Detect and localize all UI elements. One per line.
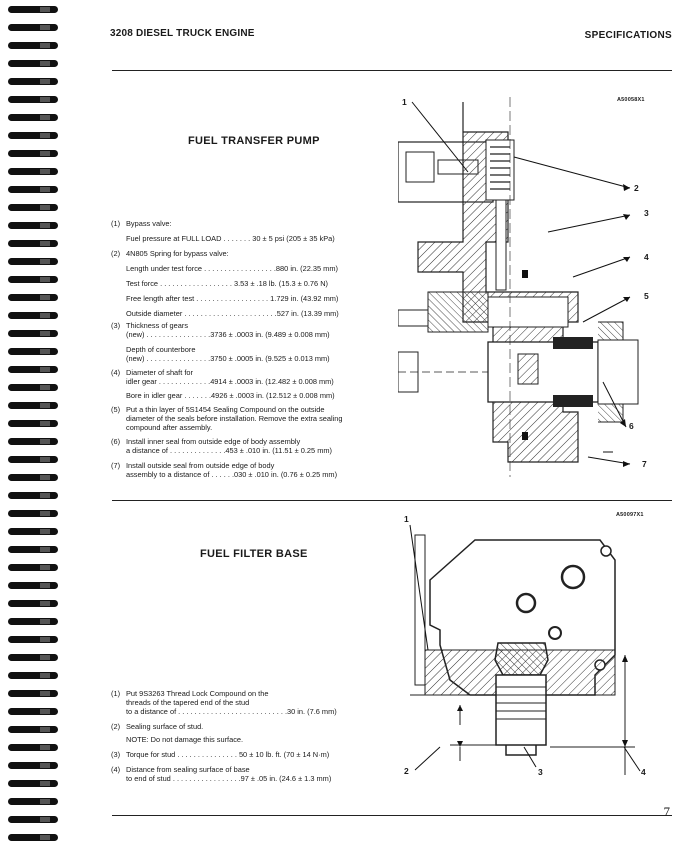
binding-hole bbox=[40, 241, 50, 246]
spec-text: NOTE: Do not damage this surface. bbox=[126, 735, 244, 744]
binding-coil bbox=[8, 492, 58, 499]
binding-hole bbox=[40, 565, 50, 570]
spec-text: (new) . . . . . . . . . . . . . . . .3736 ± .0003 in. (9.489 ± 0.008 mm) bbox=[126, 330, 330, 339]
filter-callout-4: 4 bbox=[641, 767, 646, 777]
fuel-transfer-pump-title: FUEL TRANSFER PUMP bbox=[188, 135, 320, 147]
spec-item bbox=[111, 689, 381, 716]
binding-hole bbox=[40, 439, 50, 444]
binding-hole bbox=[40, 655, 50, 660]
binding-coil bbox=[8, 114, 58, 121]
binding-coil bbox=[8, 222, 58, 229]
spec-number: (4) bbox=[111, 765, 121, 774]
binding-coil bbox=[8, 24, 58, 31]
binding-hole bbox=[40, 133, 50, 138]
binding-hole bbox=[40, 511, 50, 516]
binding-hole bbox=[40, 619, 50, 624]
spec-item bbox=[111, 461, 381, 479]
binding-coil bbox=[8, 744, 58, 751]
binding-coil bbox=[8, 564, 58, 571]
header-title: 3208 DIESEL TRUCK ENGINE bbox=[110, 28, 255, 39]
binding-coil bbox=[8, 60, 58, 67]
spec-item bbox=[111, 735, 381, 744]
binding-coil bbox=[8, 672, 58, 679]
spec-number: (7) bbox=[111, 461, 121, 470]
binding-hole bbox=[40, 817, 50, 822]
binding-hole bbox=[40, 835, 50, 840]
binding-coil bbox=[8, 240, 58, 247]
binding-coil bbox=[8, 168, 58, 175]
page-number: 7 bbox=[663, 804, 670, 819]
binding-coil bbox=[8, 132, 58, 139]
filter-callout-3: 3 bbox=[538, 767, 543, 777]
spec-text: 4N805 Spring for bypass valve: bbox=[126, 249, 229, 258]
binding-coil bbox=[8, 42, 58, 49]
spec-text: idler gear . . . . . . . . . . . . .4914 ± .0003 in. (12.482 ± 0.008 mm) bbox=[126, 377, 334, 386]
spec-text: Put a thin layer of 5S1454 Sealing Compound on the outside bbox=[126, 405, 325, 414]
callout-1: 1 bbox=[402, 97, 407, 107]
spec-number: (4) bbox=[111, 368, 121, 377]
binding-hole bbox=[40, 601, 50, 606]
binding-coil bbox=[8, 636, 58, 643]
spec-text: to a distance of . . . . . . . . . . . . . . . . . . . . . . . . . . .30 in. (7.6 mm) bbox=[126, 707, 337, 716]
spec-item bbox=[111, 765, 381, 783]
binding-coil bbox=[8, 78, 58, 85]
binding-coil bbox=[8, 6, 58, 13]
spec-item bbox=[111, 249, 381, 258]
binding-coil bbox=[8, 312, 58, 319]
binding-coil bbox=[8, 690, 58, 697]
binding-hole bbox=[40, 115, 50, 120]
binding-coil bbox=[8, 510, 58, 517]
binding-hole bbox=[40, 295, 50, 300]
binding-hole bbox=[40, 727, 50, 732]
spec-text: Outside diameter . . . . . . . . . . . . . . . . . . . . . . .527 in. (13.39 mm) bbox=[126, 309, 339, 318]
binding-coil bbox=[8, 276, 58, 283]
binding-coil bbox=[8, 96, 58, 103]
spec-item bbox=[111, 750, 381, 759]
binding-coil bbox=[8, 348, 58, 355]
spec-number: (2) bbox=[111, 722, 121, 731]
spec-number: (3) bbox=[111, 750, 121, 759]
spec-text: Test force . . . . . . . . . . . . . . . . . . 3.53 ± .18 lb. (15.3 ± 0.76 N) bbox=[126, 279, 328, 288]
filter-callout-2: 2 bbox=[404, 766, 409, 776]
spec-item bbox=[111, 264, 381, 273]
binding-hole bbox=[40, 637, 50, 642]
binding-coil bbox=[8, 762, 58, 769]
callout-7: 7 bbox=[642, 459, 647, 469]
binding-coil bbox=[8, 708, 58, 715]
binding-hole bbox=[40, 691, 50, 696]
spec-text: assembly to a distance of . . . . . .030 ± .010 in. (0.76 ± 0.25 mm) bbox=[126, 470, 338, 479]
spec-text: Put 9S3263 Thread Lock Compound on the bbox=[126, 689, 269, 698]
spec-number: (1) bbox=[111, 689, 121, 698]
spec-text: (new) . . . . . . . . . . . . . . . .3750 ± .0005 in. (9.525 ± 0.013 mm) bbox=[126, 354, 330, 363]
header-section: SPECIFICATIONS bbox=[584, 30, 672, 41]
fuel-filter-base-title: FUEL FILTER BASE bbox=[200, 548, 308, 560]
binding-hole bbox=[40, 583, 50, 588]
binding-coil bbox=[8, 798, 58, 805]
spec-item bbox=[111, 321, 381, 339]
binding-coil bbox=[8, 654, 58, 661]
figure-code: A50058X1 bbox=[617, 97, 645, 103]
binding-coil bbox=[8, 384, 58, 391]
spec-number: (1) bbox=[111, 219, 121, 228]
binding-coil bbox=[8, 816, 58, 823]
spec-text: a distance of . . . . . . . . . . . . . .453 ± .010 in. (11.51 ± 0.25 mm) bbox=[126, 446, 332, 455]
binding-hole bbox=[40, 187, 50, 192]
spec-text: Diameter of shaft for bbox=[126, 368, 193, 377]
section-divider bbox=[112, 500, 672, 501]
binding-coil bbox=[8, 618, 58, 625]
binding-coil bbox=[8, 834, 58, 841]
binding-hole bbox=[40, 97, 50, 102]
binding-coil bbox=[8, 456, 58, 463]
binding-hole bbox=[40, 61, 50, 66]
binding-hole bbox=[40, 493, 50, 498]
figure-code-2: A50097X1 bbox=[616, 512, 644, 518]
binding-hole bbox=[40, 745, 50, 750]
callout-3: 3 bbox=[644, 208, 649, 218]
spec-text: Free length after test . . . . . . . . . . . . . . . . . . 1.729 in. (43.92 mm) bbox=[126, 294, 339, 303]
binding-hole bbox=[40, 529, 50, 534]
spec-item bbox=[111, 219, 381, 228]
spec-item bbox=[111, 405, 381, 432]
spec-item bbox=[111, 722, 381, 731]
binding-hole bbox=[40, 169, 50, 174]
spec-text: Distance from sealing surface of base bbox=[126, 765, 250, 774]
binding-hole bbox=[40, 205, 50, 210]
spec-text: Install inner seal from outside edge of body assembly bbox=[126, 437, 301, 446]
spec-number: (2) bbox=[111, 249, 121, 258]
binding-hole bbox=[40, 421, 50, 426]
binding-coil bbox=[8, 330, 58, 337]
binding-hole bbox=[40, 331, 50, 336]
binding-hole bbox=[40, 7, 50, 12]
spec-text: Fuel pressure at FULL LOAD . . . . . . . 30 ± 5 psi (205 ± 35 kPa) bbox=[126, 234, 335, 243]
spec-item bbox=[111, 368, 381, 386]
binding-hole bbox=[40, 457, 50, 462]
binding-hole bbox=[40, 277, 50, 282]
binding-hole bbox=[40, 547, 50, 552]
binding-coil bbox=[8, 546, 58, 553]
spec-number: (6) bbox=[111, 437, 121, 446]
binding-coil bbox=[8, 366, 58, 373]
binding-hole bbox=[40, 313, 50, 318]
binding-hole bbox=[40, 367, 50, 372]
spec-item bbox=[111, 309, 381, 318]
spec-item bbox=[111, 391, 381, 400]
binding-coil bbox=[8, 780, 58, 787]
spec-number: (3) bbox=[111, 321, 121, 330]
binding-hole bbox=[40, 385, 50, 390]
binding-hole bbox=[40, 223, 50, 228]
callout-6: 6 bbox=[629, 421, 634, 431]
spec-item bbox=[111, 437, 381, 455]
binding-coil bbox=[8, 150, 58, 157]
binding-hole bbox=[40, 799, 50, 804]
binding-coil bbox=[8, 294, 58, 301]
binding-hole bbox=[40, 475, 50, 480]
binding-coil bbox=[8, 204, 58, 211]
binding-hole bbox=[40, 43, 50, 48]
callout-2: 2 bbox=[634, 183, 639, 193]
spec-item bbox=[111, 279, 381, 288]
binding-coil bbox=[8, 528, 58, 535]
spec-text: diameter of the seals before installation. Remove the extra sealing bbox=[126, 414, 343, 423]
footer-rule bbox=[112, 815, 672, 816]
binding-coil bbox=[8, 438, 58, 445]
spec-text: Depth of counterbore bbox=[126, 345, 196, 354]
spiral-binding bbox=[0, 0, 70, 854]
spec-item bbox=[111, 234, 381, 243]
binding-coil bbox=[8, 186, 58, 193]
spec-text: to end of stud . . . . . . . . . . . . . . . . .97 ± .05 in. (24.6 ± 1.3 mm) bbox=[126, 774, 332, 783]
binding-hole bbox=[40, 709, 50, 714]
binding-coil bbox=[8, 726, 58, 733]
binding-hole bbox=[40, 763, 50, 768]
spec-item bbox=[111, 294, 381, 303]
binding-coil bbox=[8, 402, 58, 409]
spec-text: Length under test force . . . . . . . . . . . . . . . . . .880 in. (22.35 mm) bbox=[126, 264, 338, 273]
binding-coil bbox=[8, 420, 58, 427]
spec-text: Torque for stud . . . . . . . . . . . . . . . 50 ± 10 lb. ft. (70 ± 14 N·m) bbox=[126, 750, 330, 759]
spec-text: threads of the tapered end of the stud bbox=[126, 698, 250, 707]
spec-text: Bore in idler gear . . . . . . .4926 ± .0003 in. (12.512 ± 0.008 mm) bbox=[126, 391, 335, 400]
spec-item bbox=[111, 345, 381, 363]
binding-coil bbox=[8, 474, 58, 481]
binding-hole bbox=[40, 403, 50, 408]
spec-number: (5) bbox=[111, 405, 121, 414]
binding-coil bbox=[8, 258, 58, 265]
binding-hole bbox=[40, 781, 50, 786]
fuel-filter-base-diagram bbox=[400, 515, 665, 785]
spec-text: Bypass valve: bbox=[126, 219, 172, 228]
spec-text: compound after assembly. bbox=[126, 423, 213, 432]
binding-coil bbox=[8, 582, 58, 589]
binding-coil bbox=[8, 600, 58, 607]
header-rule bbox=[112, 70, 672, 71]
callout-4: 4 bbox=[644, 252, 649, 262]
spec-text: Install outside seal from outside edge of body bbox=[126, 461, 275, 470]
spec-text: Thickness of gears bbox=[126, 321, 189, 330]
spec-text: Sealing surface of stud. bbox=[126, 722, 204, 731]
fuel-transfer-pump-diagram bbox=[398, 92, 663, 482]
binding-hole bbox=[40, 259, 50, 264]
callout-5: 5 bbox=[644, 291, 649, 301]
binding-hole bbox=[40, 349, 50, 354]
filter-callout-1: 1 bbox=[404, 514, 409, 524]
binding-hole bbox=[40, 151, 50, 156]
binding-hole bbox=[40, 25, 50, 30]
binding-hole bbox=[40, 79, 50, 84]
binding-hole bbox=[40, 673, 50, 678]
